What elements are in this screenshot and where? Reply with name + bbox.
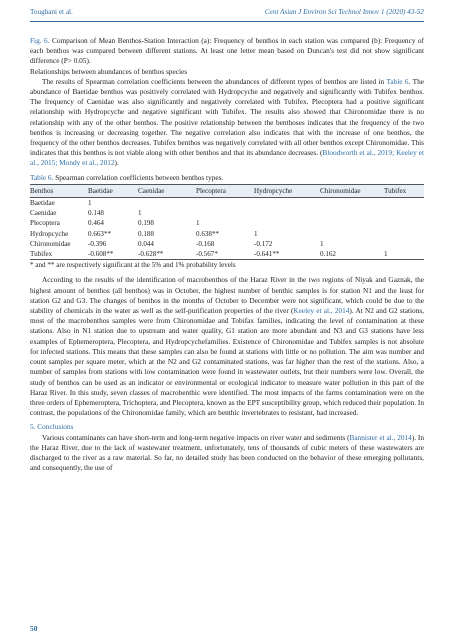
table-cell bbox=[384, 218, 424, 228]
column-header: Baetidae bbox=[88, 184, 138, 197]
table-cell: 0.188 bbox=[138, 229, 154, 238]
table-header-row bbox=[30, 184, 424, 197]
table-cell: 0.638** bbox=[196, 229, 220, 238]
text-run: ). In the Haraz River, due to the lack of wastewater treatment, unfortunately, tens of thousands of cubic meters of these wastewaters are discharged to the river as a raw material. So far, no detailed study has been conducted on the behavior of these emerging pollutants, and consequently, the use of bbox=[30, 432, 424, 473]
table-cell: 0.464 bbox=[88, 219, 104, 228]
table-cell: Chironomidae bbox=[30, 239, 71, 248]
table-cell bbox=[196, 198, 254, 209]
column-header: Hydropcyche bbox=[254, 184, 320, 197]
running-header bbox=[30, 8, 424, 20]
table-cell: -0.172 bbox=[254, 239, 273, 248]
header-rule bbox=[30, 21, 424, 22]
section-heading: 5. Conclusions bbox=[30, 422, 74, 432]
column-header: Plecoptera bbox=[196, 184, 254, 197]
header-authors: Toughani et al. bbox=[30, 8, 73, 16]
table-cell: 0.198 bbox=[138, 219, 154, 228]
table-cell: -0.168 bbox=[196, 239, 215, 248]
table-cell: Baetidae bbox=[30, 199, 55, 208]
correlation-table bbox=[30, 184, 424, 260]
table-row bbox=[30, 229, 424, 239]
figure-label: Fig. 6. bbox=[30, 36, 50, 45]
table-cell bbox=[320, 198, 384, 209]
table-link[interactable]: Table 6 bbox=[386, 76, 409, 86]
table-cell bbox=[254, 198, 320, 209]
paragraph-results bbox=[30, 275, 424, 418]
citation-link[interactable]: Keeley et al., 2014 bbox=[293, 306, 350, 316]
table-cell: Caenidae bbox=[30, 209, 57, 218]
header-journal: Cent Asian J Environ Sci Technol Innov 1 (2020) 43-52 bbox=[264, 8, 424, 16]
table-row bbox=[30, 249, 424, 260]
table-cell bbox=[384, 208, 424, 218]
table-cell bbox=[254, 208, 320, 218]
column-header: Caenidae bbox=[138, 184, 196, 197]
table-cell: -0.608** bbox=[88, 249, 138, 260]
body-text bbox=[30, 36, 424, 473]
table-cell bbox=[254, 218, 320, 228]
citation-link[interactable]: Bloodworth et al., 2019; Keeley et al., 2015; Mondy et al., 2012 bbox=[30, 148, 424, 168]
table-cell bbox=[196, 208, 254, 218]
citation-link[interactable]: Bannister et al., 2014 bbox=[349, 432, 412, 442]
subheading: Relationships between abundances of benthos species bbox=[30, 66, 188, 76]
table-cell: -0.567* bbox=[196, 249, 254, 260]
table-caption bbox=[30, 173, 424, 183]
table-cell: Hydropcyche bbox=[30, 229, 69, 238]
figure-caption-text: Comparison of Mean Benthos-Station Interaction (a): Frequency of benthos in each station was compared (b): Frequency of each benthos was compared between different stations. At least one letter mean based on Duncan's test did not show significant difference (P> 0.05). bbox=[30, 36, 425, 66]
table-label: Table 6. bbox=[30, 172, 54, 182]
paragraph-correlation bbox=[30, 77, 424, 169]
column-header: Benthos bbox=[30, 184, 88, 197]
table-cell: 0.044 bbox=[138, 239, 154, 248]
table-cell: 1 bbox=[196, 219, 200, 228]
table-cell: 0.148 bbox=[88, 209, 104, 218]
figure-caption bbox=[30, 36, 424, 67]
text-run: The results of Spearman correlation coefficients between the abundances of different types of benthos are listed in bbox=[42, 76, 387, 86]
table-cell: Plecoptera bbox=[30, 219, 60, 228]
table-cell: 1 bbox=[320, 239, 324, 248]
table-cell bbox=[320, 218, 384, 228]
table-cell: -0.396 bbox=[88, 239, 107, 248]
table-cell bbox=[320, 229, 384, 239]
table-cell bbox=[320, 208, 384, 218]
table-cell: 1 bbox=[384, 249, 424, 260]
text-run: According to the results of the identification of macrobenthos of the Haraz River in the two regions of Niyak and Gaznak, the highest amount of benthos (all benthos) was in October, the highest number of benthic samples is for station N1 and the least for station G2 and G3. The changes of benthos in the months of October to December were not significant, which could be due to the stability of chemicals in the water as well as the self-purification properties of the river ( bbox=[30, 275, 424, 316]
text-run: Various contaminants can have short-term and long-term negative impacts on river water and sediments ( bbox=[42, 432, 350, 442]
table-cell bbox=[384, 198, 424, 209]
table-cell: 1 bbox=[138, 209, 142, 218]
table-cell bbox=[138, 198, 196, 209]
table-cell: 1 bbox=[88, 199, 92, 208]
table-cell: 0.663** bbox=[88, 229, 112, 238]
page-number: 50 bbox=[30, 624, 38, 633]
table-caption-text: Spearman correlation coefficients between benthos types. bbox=[53, 172, 224, 182]
table-cell bbox=[384, 239, 424, 249]
table-cell: -0.641** bbox=[254, 249, 320, 260]
table-row bbox=[30, 208, 424, 218]
text-run: . The abundance of Baetidae benthos was positively correlated with Hydropcyche and negatively and significantly with Tubifex benthos. The frequency of Caenidae was also significantly and negatively correlated with Tubifex. Plecoptera had a positive significant relationship with Hydropcyche and negative significant with Tubifex. The results also showed that Chironomidae there is no relationship with any of the other benthos. The positive relationship between the benthoses indicates that the frequency of the two benthos is increasing or decreasing together. The negative correlation also indicates that with the increase of one benthos, the frequency of the other benthos decreases. Tubifex benthos was negatively correlated with all other benthos except Chironomidae. This indicates that this benthos is not viable along with other benthos and that its abundance decreases. ( bbox=[30, 76, 424, 158]
column-header: Tubifex bbox=[384, 184, 424, 197]
table-cell: 1 bbox=[254, 229, 258, 238]
column-header: Chironomidae bbox=[320, 184, 384, 197]
table-cell: Tubifex bbox=[30, 249, 88, 260]
table-cell: -0.628** bbox=[138, 249, 196, 260]
text-run: ). At N2 and G2 stations, most of the macrobenthos samples were from Chironomidae and Tobifax families, indicating the level of contamination at these stations. Also in N1 station due to upstream and water quality, G1 station are more abundant and N3 and G3 stations have less examples of Ephemeroptera, Plecoptera, and Hydropcychefamilies. Existence of Chironomidae and Tubifex samples is not absolute for infected stations. This means that these samples can also be found at stations with little or no pollution. The aim was number and count samples per square meter, which at the N2 and G2 contaminated stations, was far higher than the rest of the stations. Also, a number of samples from stations with low contamination were found in wastewater outlets, but their numbers were low. Overall, the study of benthos can be used as an indicator or environmental or ecological indicator to measure water pollution in this part of the Haraz River. In this study, seven classes of macrobenthic were identified. The most impacts of the farms contamination were on the three orders of Ephemeroptera, Trichoptera, and Plecoptera, known as the EPT susceptibility group, which reduced their population. In contrast, the populations of the Chironomidae family, which are benthic invertebrates to resistant, had increased. bbox=[30, 306, 425, 418]
table-cell bbox=[384, 229, 424, 239]
paragraph-conclusions bbox=[30, 433, 424, 474]
table-row bbox=[30, 218, 424, 228]
table-note: * and ** are respectively significant at the 5% and 1% probability levels bbox=[30, 261, 236, 270]
table-cell: 0.162 bbox=[320, 249, 384, 260]
text-run: ). bbox=[114, 158, 119, 168]
table-row bbox=[30, 198, 424, 209]
table-row bbox=[30, 239, 424, 249]
